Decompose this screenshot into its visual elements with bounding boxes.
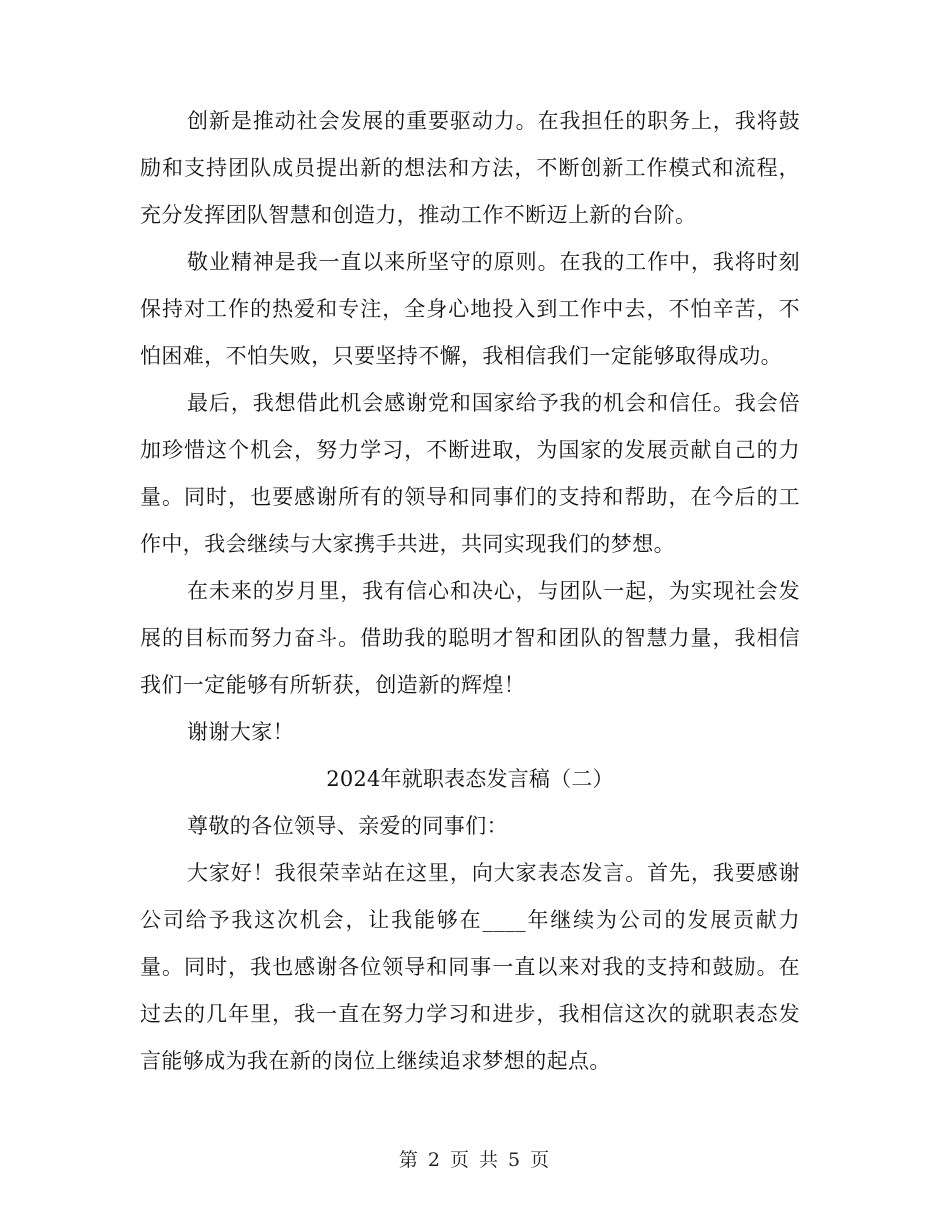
document-body xyxy=(140,98,800,1085)
paragraph-greeting: 大家好！我很荣幸站在这里，向大家表态发言。首先，我要感谢公司给予我这次机会，让我能够在____年继续为公司的发展贡献力量。同时，我也感谢各位领导和同事一直以来对我的支持和鼓励。在过去的几年里，我一直在努力学习和进步，我相信这次的就职表态发言能够成为我在新的岗位上继续追求梦想的起点。 xyxy=(140,861,800,1073)
closing-thanks: 谢谢大家！ xyxy=(187,720,294,744)
section-title: 2024年就职表态发言稿（二） xyxy=(326,767,614,791)
salutation: 尊敬的各位领导、亲爱的同事们： xyxy=(187,814,508,838)
paragraph-dedication: 敬业精神是我一直以来所坚守的原则。在我的工作中，我将时刻保持对工作的热爱和专注，全身心地投入到工作中去，不怕辛苦，不怕困难，不怕失败，只要坚持不懈，我相信我们一定能够取得成功。 xyxy=(140,250,800,368)
page-number-footer: 第 2 页 共 5 页 xyxy=(398,1149,552,1171)
paragraph-innovation: 创新是推动社会发展的重要驱动力。在我担任的职务上，我将鼓励和支持团队成员提出新的想法和方法，不断创新工作模式和流程，充分发挥团队智慧和创造力，推动工作不断迈上新的台阶。 xyxy=(140,109,800,227)
paragraph-gratitude: 最后，我想借此机会感谢党和国家给予我的机会和信任。我会倍加珍惜这个机会，努力学习，不断进取，为国家的发展贡献自己的力量。同时，也要感谢所有的领导和同事们的支持和帮助，在今后的工作中，我会继续与大家携手共进，共同实现我们的梦想。 xyxy=(140,391,800,556)
paragraph-future: 在未来的岁月里，我有信心和决心，与团队一起，为实现社会发展的目标而努力奋斗。借助我的聪明才智和团队的智慧力量，我相信我们一定能够有所斩获，创造新的辉煌！ xyxy=(140,579,800,697)
